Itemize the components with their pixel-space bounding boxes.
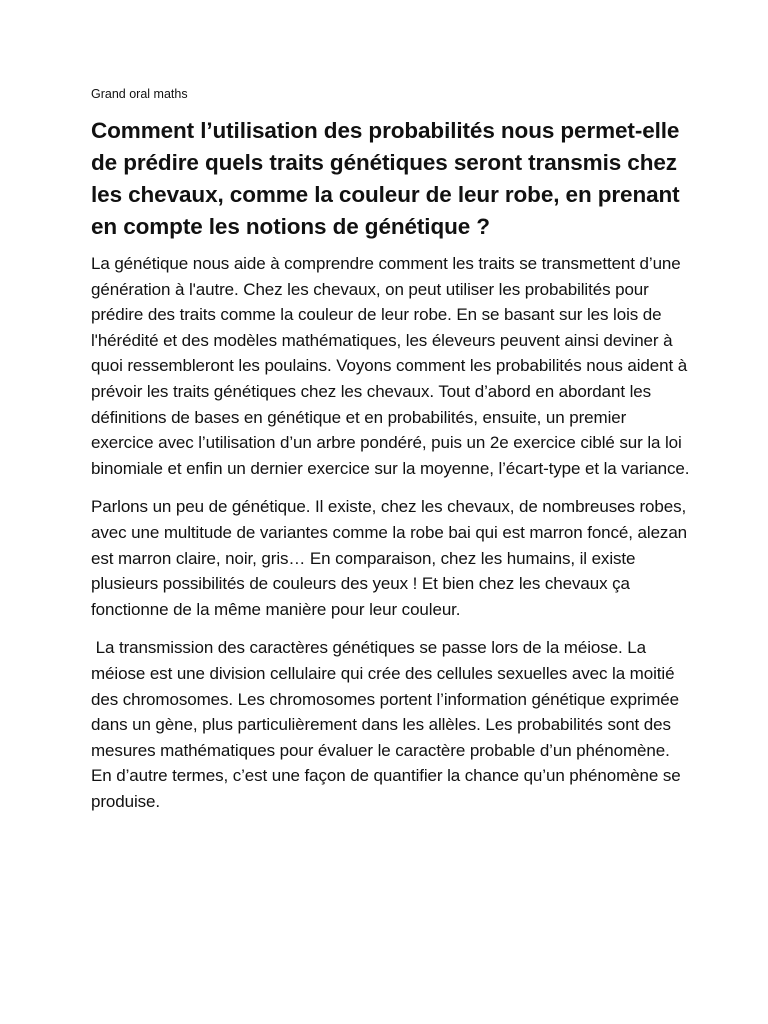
document-title: Comment l’utilisation des probabilités nous permet-elle de prédire quels traits génétiques seront transmis chez les chevaux, comme la couleur de leur robe, en prenant en compte les notions de génétique ? (91, 118, 680, 239)
header-label: Grand oral maths (91, 87, 188, 101)
paragraph-meiosis: La transmission des caractères génétiques se passe lors de la méiose. La méiose est une division cellulaire qui crée des cellules sexuelles avec la moitié des chromosomes. Les chromosomes portent l’information génétique exprimée dans un gène, plus particulièrement dans les allèles. Les probabilités sont des mesures mathématiques pour évaluer le caractère probable d’un phénomène. En d’autre termes, c’est une façon de quantifier la chance qu’un phénomène se produise. (91, 638, 686, 811)
document-page (91, 86, 691, 827)
paragraph-genetics: Parlons un peu de génétique. Il existe, chez les chevaux, de nombreuses robes, avec une multitude de variantes comme la robe bai qui est marron foncé, alezan est marron claire, noir, gris… En comparaison, chez les humains, il existe plusieurs possibilités de couleurs des yeux ! Et bien chez les chevaux ça fonctionne de la même manière pour leur couleur. (91, 497, 688, 619)
paragraph-intro: La génétique nous aide à comprendre comment les traits se transmettent d’une génération à l'autre. Chez les chevaux, on peut utiliser les probabilités pour prédire des traits comme la couleur de leur robe. En se basant sur les lois de l'hérédité et des modèles mathématiques, les éleveurs peuvent ainsi deviner à quoi ressembleront les poulains. Voyons comment les probabilités nous aident à prévoir les traits génétiques chez les chevaux. Tout d’abord en abordant les définitions de bases en génétique et en probabilités, ensuite, un premier exercice avec l’utilisation d’un arbre pondéré, puis un 2e exercice ciblé sur la loi binomiale et enfin un dernier exercice sur la moyenne, l’écart-type et la variance. (91, 254, 690, 478)
